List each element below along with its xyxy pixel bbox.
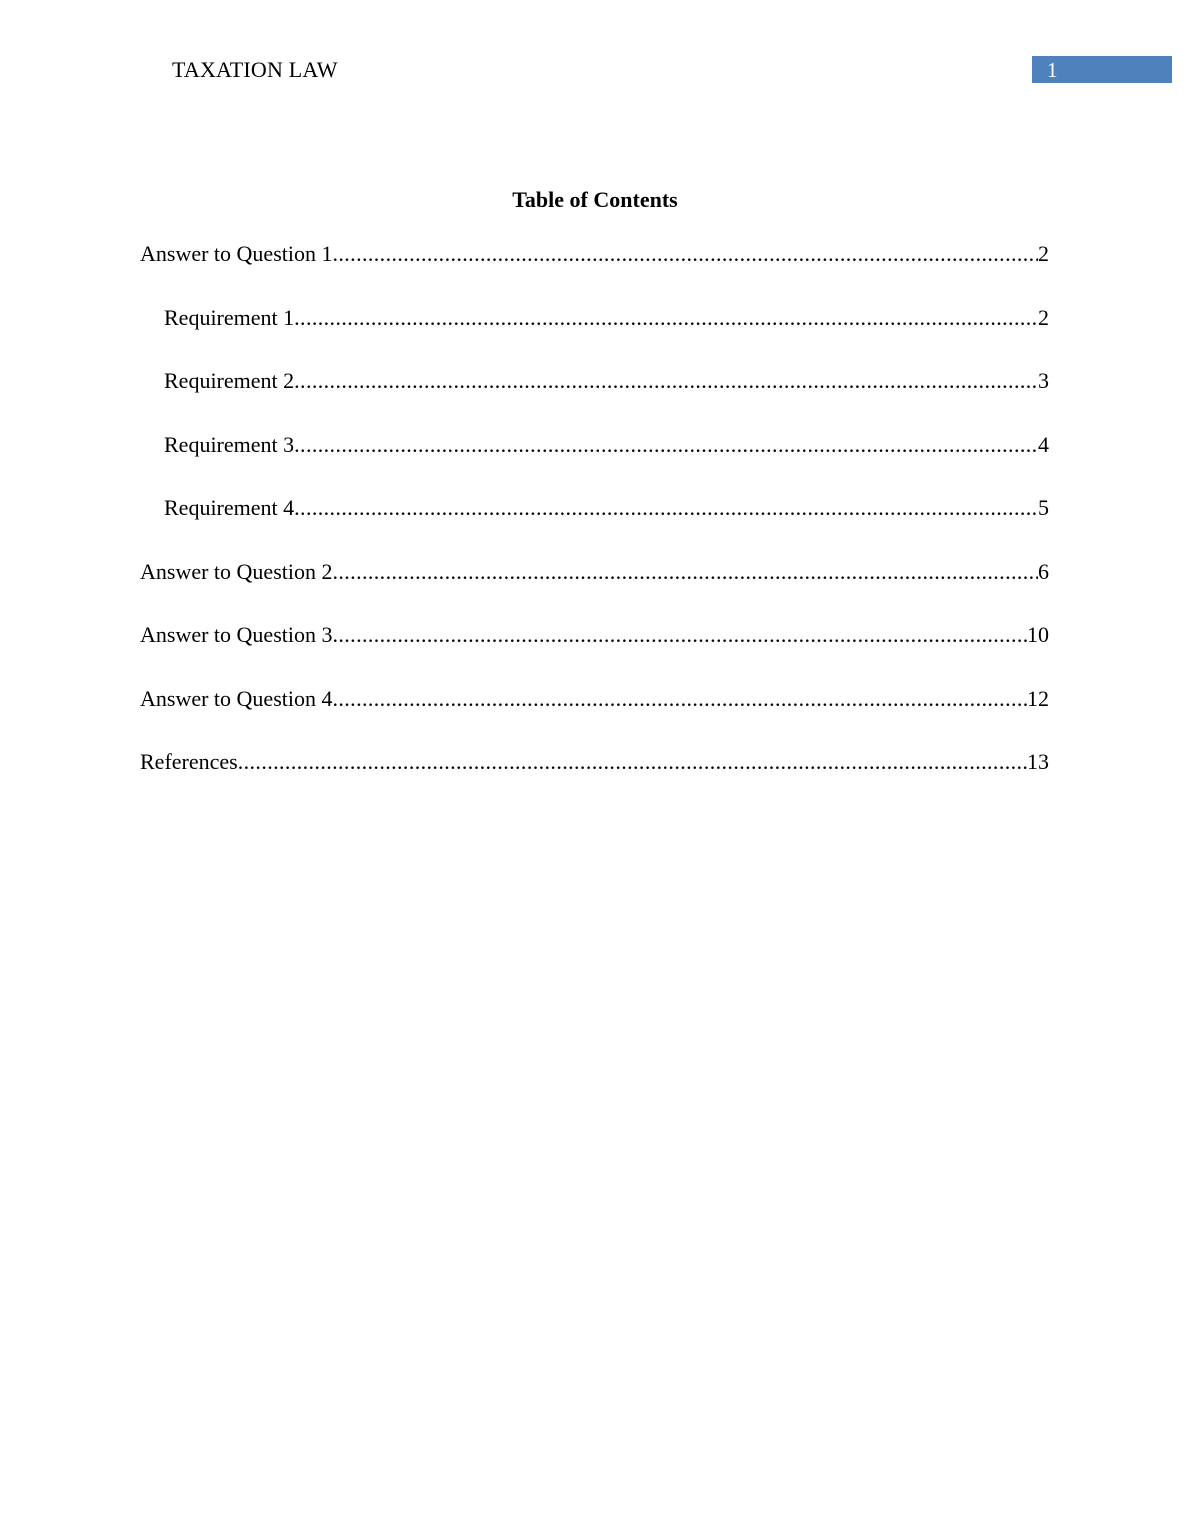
toc-entry-question-3[interactable] bbox=[140, 621, 1049, 685]
toc-entry-label: Requirement 1 bbox=[164, 304, 295, 330]
toc-entry-page: 6 bbox=[1038, 558, 1049, 584]
toc-entry-label: Requirement 4 bbox=[164, 495, 295, 520]
toc-entry-requirement-3[interactable] bbox=[140, 431, 1049, 495]
toc-entry-label: Answer to Question 4 bbox=[140, 685, 333, 711]
toc-list bbox=[140, 240, 1049, 812]
toc-dot-leader bbox=[294, 494, 1038, 522]
toc-dot-leader bbox=[332, 685, 1027, 713]
toc-entry-page: 5 bbox=[1038, 495, 1049, 520]
toc-entry-requirement-4[interactable] bbox=[140, 494, 1049, 558]
toc-entry-label: Answer to Question 1 bbox=[140, 241, 333, 266]
toc-dot-leader bbox=[332, 558, 1038, 586]
toc-heading: Table of Contents bbox=[512, 187, 678, 212]
toc-dot-leader bbox=[332, 621, 1027, 649]
toc-entry-label: Answer to Question 2 bbox=[140, 558, 333, 584]
toc-entry-references[interactable] bbox=[140, 748, 1049, 812]
header-title: TAXATION LAW bbox=[172, 57, 338, 82]
page-number-badge bbox=[1032, 56, 1172, 83]
toc-entry-question-1[interactable] bbox=[140, 240, 1049, 304]
toc-entry-requirement-2[interactable] bbox=[140, 367, 1049, 431]
toc-entry-page: 2 bbox=[1038, 241, 1049, 266]
toc-dot-leader bbox=[294, 431, 1038, 459]
toc-entry-requirement-1[interactable] bbox=[140, 304, 1049, 368]
toc-entry-question-2[interactable] bbox=[140, 558, 1049, 622]
toc-entry-page: 2 bbox=[1038, 304, 1049, 330]
toc-entry-page: 13 bbox=[1027, 749, 1049, 774]
toc-entry-label: Requirement 2 bbox=[164, 368, 295, 393]
toc-entry-label: Requirement 3 bbox=[164, 431, 295, 457]
toc-dot-leader bbox=[238, 748, 1027, 776]
toc-entry-question-4[interactable] bbox=[140, 685, 1049, 749]
toc-entry-page: 12 bbox=[1027, 685, 1049, 711]
toc-entry-page: 10 bbox=[1027, 622, 1049, 647]
page-number: 1 bbox=[1047, 58, 1058, 82]
toc-entry-page: 3 bbox=[1038, 368, 1049, 393]
toc-entry-label: Answer to Question 3 bbox=[140, 622, 333, 647]
toc-entry-label: References bbox=[140, 749, 238, 774]
toc-dot-leader bbox=[294, 304, 1038, 332]
toc-dot-leader bbox=[294, 367, 1038, 395]
toc-entry-page: 4 bbox=[1038, 431, 1049, 457]
toc-dot-leader bbox=[332, 240, 1038, 268]
